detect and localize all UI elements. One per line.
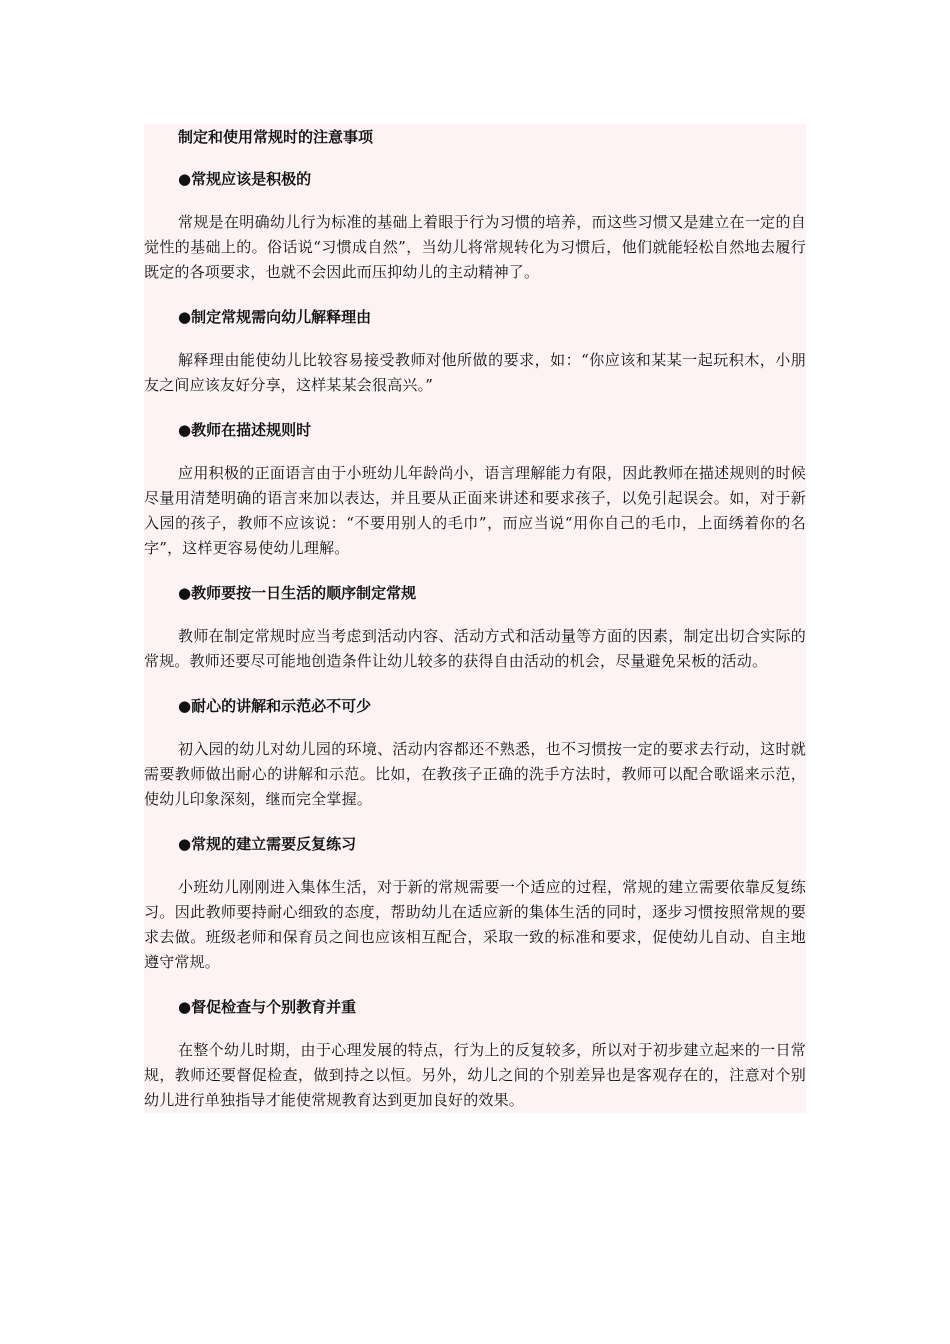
section-explain-reasons	[144, 306, 806, 398]
section-heading: ●制定常规需向幼儿解释理由	[178, 308, 372, 326]
section-describing-rules	[144, 419, 806, 561]
section-body: 解释理由能使幼儿比较容易接受教师对他所做的要求，如：“你应该和某某一起玩积木，小朋友之间应该友好分享，这样某某会很高兴。”	[144, 351, 806, 394]
section-supervision-individual	[144, 996, 806, 1113]
document-content	[144, 124, 806, 1113]
section-body: 应用积极的正面语言由于小班幼儿年龄尚小，语言理解能力有限，因此教师在描述规则的时候尽量用清楚明确的语言来加以表达，并且要从正面来讲述和要求孩子，以免引起误会。如，对于新入园的孩子，教师不应该说：“不要用别人的毛巾”，而应当说“用你自己的毛巾，上面绣着你的名字”，这样更容易使幼儿理解。	[144, 464, 806, 557]
section-heading: ●督促检查与个别教育并重	[178, 998, 357, 1016]
section-body: 教师在制定常规时应当考虑到活动内容、活动方式和活动量等方面的因素，制定出切合实际的常规。教师还要尽可能地创造条件让幼儿较多的获得自由活动的机会，尽量避免呆板的活动。	[144, 627, 806, 670]
section-body: 常规是在明确幼儿行为标准的基础上着眼于行为习惯的培养，而这些习惯又是建立在一定的自觉性的基础上的。俗话说“习惯成自然”，当幼儿将常规转化为习惯后，他们就能轻松自然地去履行既定的各项要求，也就不会因此而压抑幼儿的主动精神了。	[144, 213, 806, 281]
section-positive-routines	[144, 168, 806, 285]
section-body: 在整个幼儿时期，由于心理发展的特点，行为上的反复较多，所以对于初步建立起来的一日常规，教师还要督促检查，做到持之以恒。另外，幼儿之间的个别差异也是客观存在的，注意对个别幼儿进行单独指导才能使常规教育达到更加良好的效果。	[144, 1041, 806, 1109]
section-heading: ●常规的建立需要反复练习	[178, 835, 357, 853]
section-heading: ●教师在描述规则时	[178, 421, 312, 439]
section-heading: ●教师要按一日生活的顺序制定常规	[178, 584, 417, 602]
section-patient-demonstration	[144, 695, 806, 812]
page-title: 制定和使用常规时的注意事项	[178, 128, 374, 146]
section-heading: ●耐心的讲解和示范必不可少	[178, 697, 372, 715]
section-repeated-practice	[144, 833, 806, 975]
section-heading: ●常规应该是积极的	[178, 170, 312, 188]
section-body: 小班幼儿刚刚进入集体生活，对于新的常规需要一个适应的过程，常规的建立需要依靠反复练习。因此教师要持耐心细致的态度，帮助幼儿在适应新的集体生活的同时，逐步习惯按照常规的要求去做。班级老师和保育员之间也应该相互配合，采取一致的标准和要求，促使幼儿自动、自主地遵守常规。	[144, 878, 806, 971]
section-body: 初入园的幼儿对幼儿园的环境、活动内容都还不熟悉，也不习惯按一定的要求去行动，这时就需要教师做出耐心的讲解和示范。比如，在教孩子正确的洗手方法时，教师可以配合歌谣来示范，使幼儿印象深刻，继而完全掌握。	[144, 740, 806, 808]
section-daily-order	[144, 582, 806, 674]
